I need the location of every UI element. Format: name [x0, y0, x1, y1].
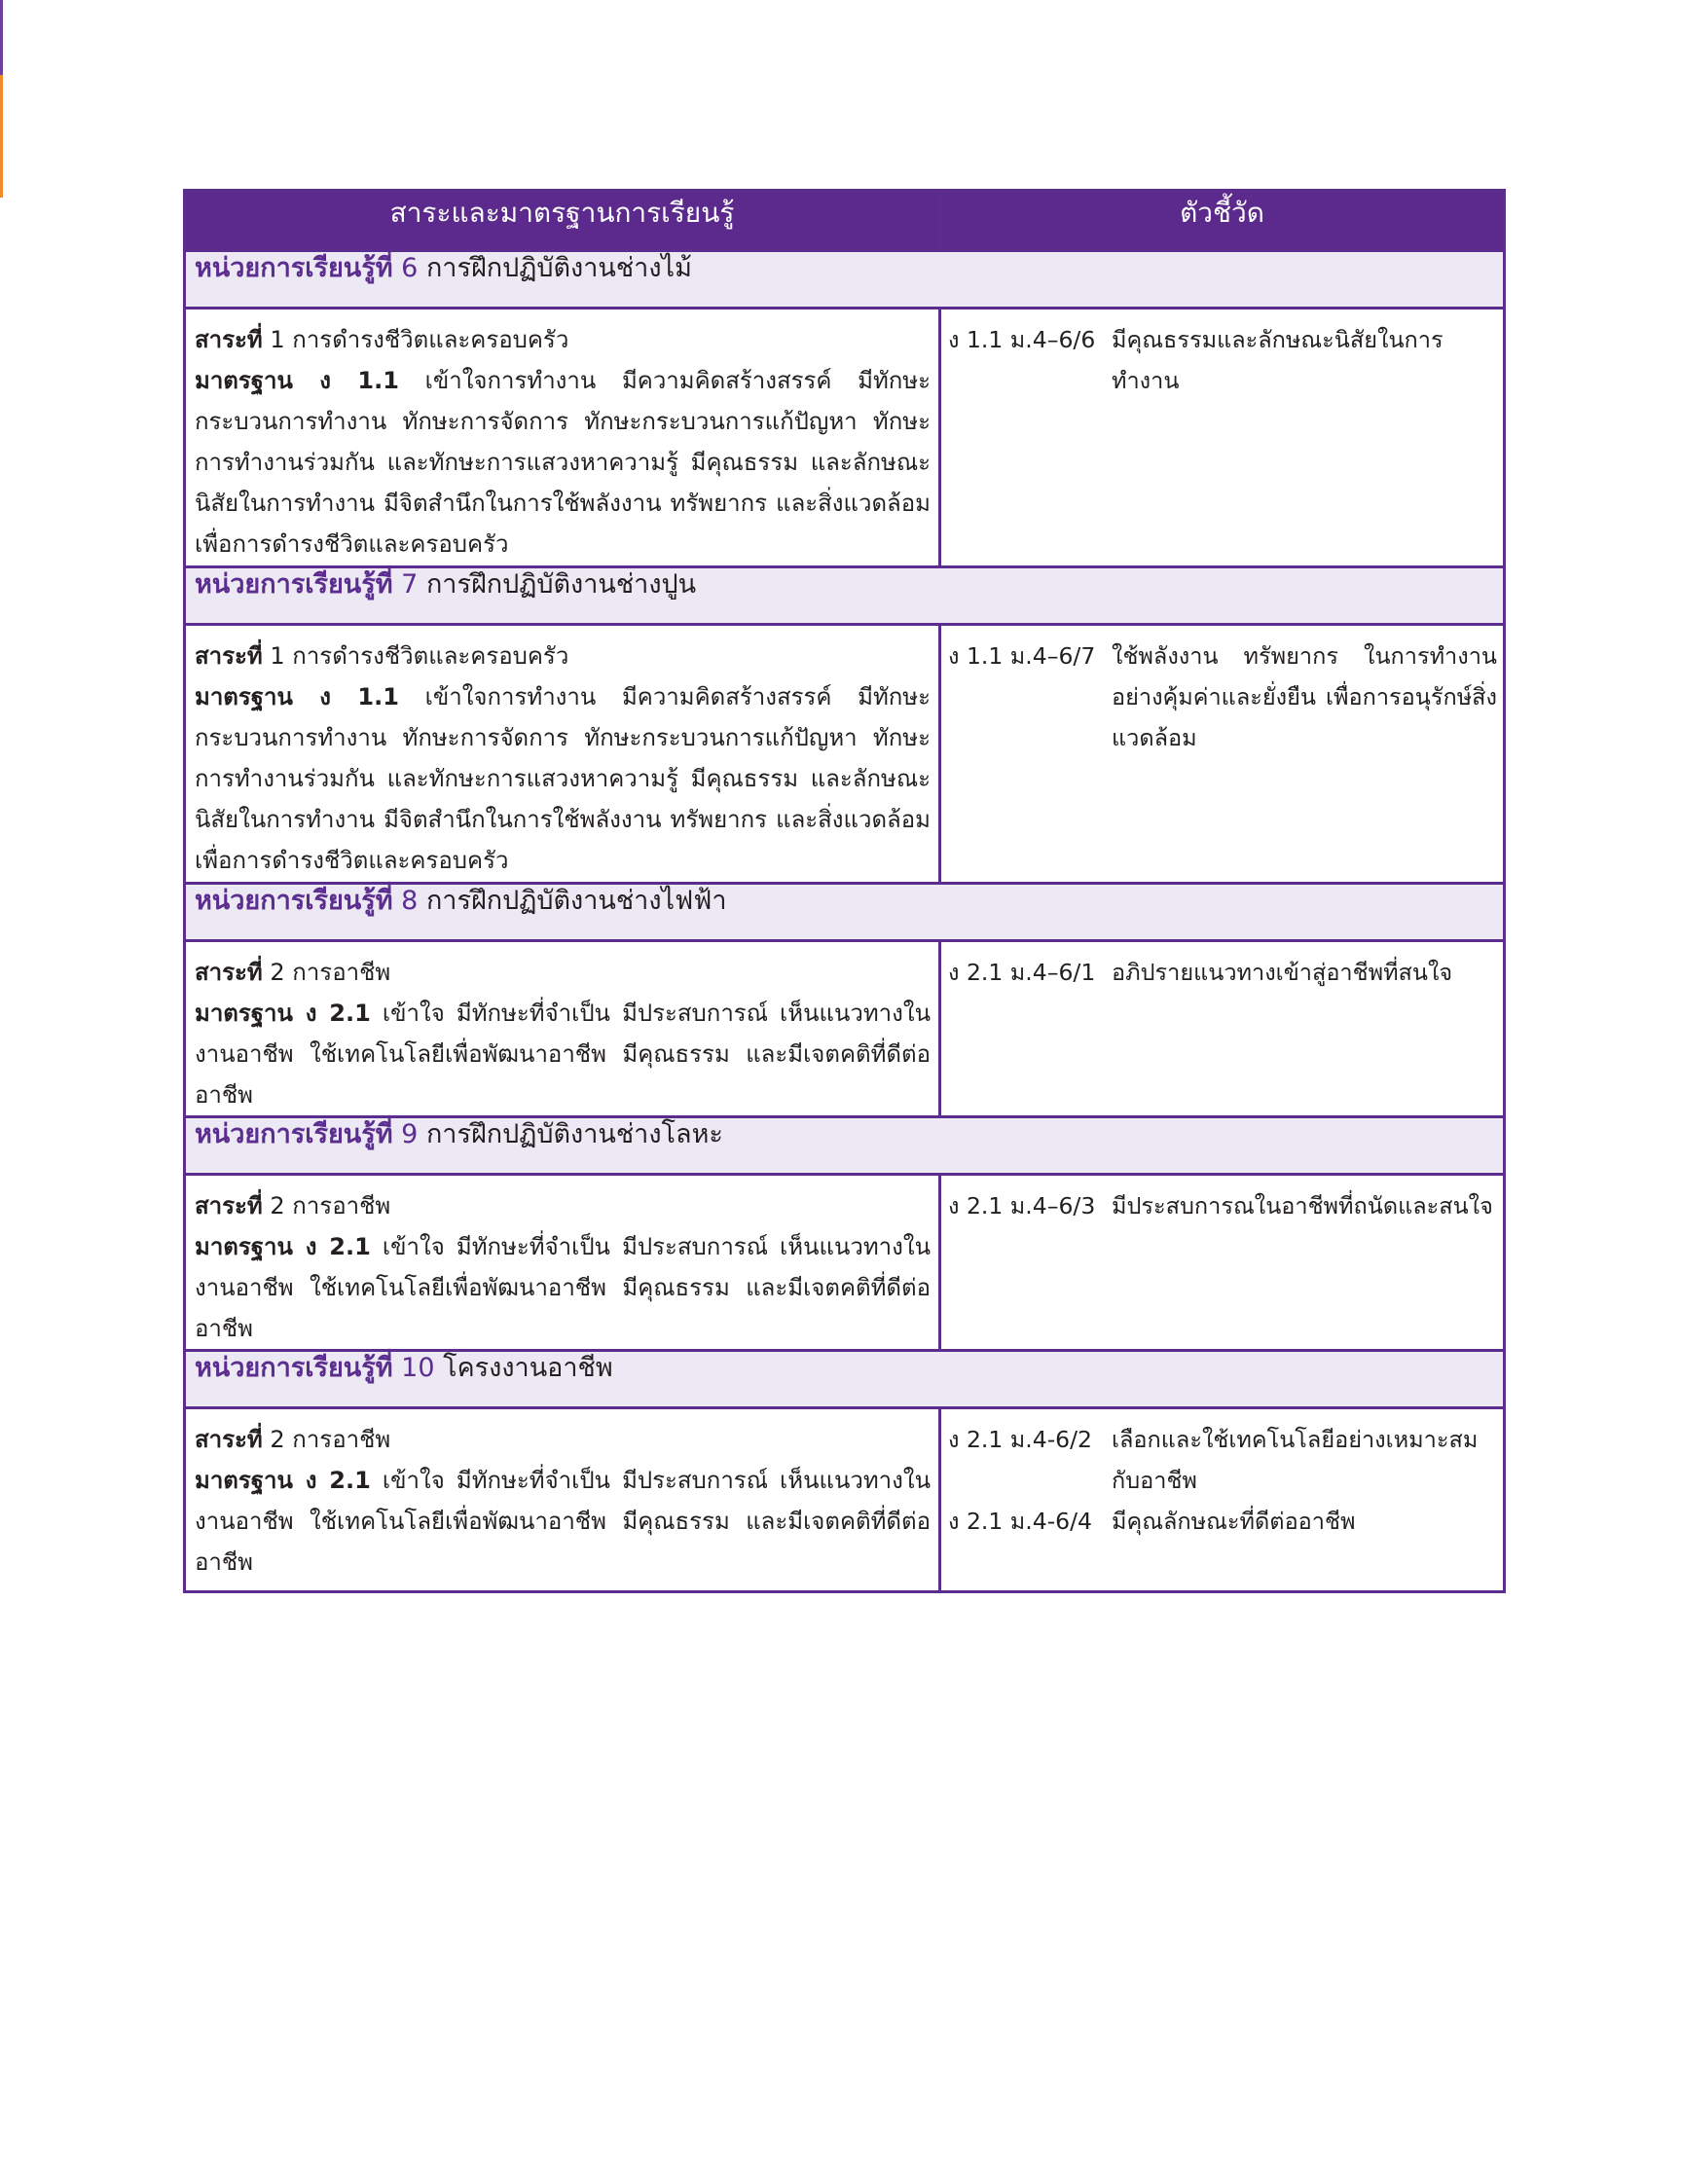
unit-number: 10 [401, 1353, 435, 1383]
curriculum-table [183, 189, 1506, 1593]
strand-line [195, 952, 931, 993]
page-edge-tab-orange [0, 75, 3, 198]
indicator-code: ง 2.1 ม.4–6/3 [948, 1192, 1096, 1219]
unit-heading [185, 567, 1505, 625]
strand-number: 1 [270, 642, 285, 670]
strand-label: สาระที่ [195, 326, 263, 353]
header-standards: สาระและมาตรฐานการเรียนรู้ [185, 191, 940, 251]
table-row [185, 941, 1505, 1117]
indicator-item [948, 636, 1497, 758]
strand-name: การดำรงชีวิตและครอบครัว [292, 326, 569, 353]
strand-name: การอาชีพ [292, 1426, 391, 1453]
strand-line [195, 1419, 931, 1460]
unit-row [185, 1117, 1505, 1175]
standard-text: เข้าใจการทำงาน มีความคิดสร้างสรรค์ มีทักษะกระบวนการทำงาน ทักษะการจัดการ ทักษะกระบวนการแก้ปัญหา ทักษะการทำงานร่วมกัน และทักษะการแสวงหาความรู้ มีคุณธรรม และลักษณะนิสัยในการทำงาน มีจิตสำนึกในการใช้พลังงาน ทรัพยากร และสิ่งแวดล้อม เพื่อการดำรงชีวิตและครอบครัว [195, 683, 932, 874]
indicators-cell [940, 1408, 1505, 1592]
table-row [185, 625, 1505, 884]
unit-heading [185, 251, 1505, 309]
indicator-code: ง 1.1 ม.4–6/6 [948, 326, 1096, 353]
standard-label: มาตรฐาน ง 1.1 [195, 683, 399, 710]
strand-label: สาระที่ [195, 1192, 263, 1219]
standards-cell [185, 941, 940, 1117]
unit-number: 7 [401, 569, 419, 600]
standard-text: เข้าใจ มีทักษะที่จำเป็น มีประสบการณ์ เห็นแนวทางในงานอาชีพ ใช้เทคโนโลยีเพื่อพัฒนาอาชีพ มีคุณธรรม และมีเจตคติที่ดีต่ออาชีพ [195, 1233, 931, 1342]
standard-text: เข้าใจการทำงาน มีความคิดสร้างสรรค์ มีทักษะกระบวนการทำงาน ทักษะการจัดการ ทักษะกระบวนการแก้ปัญหา ทักษะการทำงานร่วมกัน และทักษะการแสวงหาความรู้ มีคุณธรรม และลักษณะนิสัยในการทำงาน มีจิตสำนึกในการใช้พลังงาน ทรัพยากร และสิ่งแวดล้อม เพื่อการดำรงชีวิตและครอบครัว [195, 367, 932, 558]
standard-text: เข้าใจ มีทักษะที่จำเป็น มีประสบการณ์ เห็นแนวทางในงานอาชีพ ใช้เทคโนโลยีเพื่อพัฒนาอาชีพ มีคุณธรรม และมีเจตคติที่ดีต่ออาชีพ [195, 1467, 931, 1576]
standards-cell [185, 625, 940, 884]
indicators-cell [940, 309, 1505, 567]
strand-name: การดำรงชีวิตและครอบครัว [292, 642, 569, 670]
indicator-text: เลือกและใช้เทคโนโลยีอย่างเหมาะสมกับอาชีพ [1112, 1426, 1479, 1494]
strand-line [195, 636, 931, 676]
strand-number: 2 [270, 1192, 285, 1219]
unit-label: หน่วยการเรียนรู้ที่ [195, 569, 393, 600]
strand-label: สาระที่ [195, 642, 263, 670]
indicator-text: อภิปรายแนวทางเข้าสู่อาชีพที่สนใจ [1112, 959, 1453, 986]
standard-label: มาตรฐาน ง 1.1 [195, 367, 399, 394]
indicator-text: ใช้พลังงาน ทรัพยากร ในการทำงานอย่างคุ้มค่าและยั่งยืน เพื่อการอนุรักษ์สิ่งแวดล้อม [1112, 642, 1497, 751]
indicator-code: ง 1.1 ม.4–6/7 [948, 642, 1096, 670]
indicator-code: ง 2.1 ม.4-6/4 [948, 1508, 1092, 1535]
unit-row [185, 884, 1505, 941]
standards-cell [185, 309, 940, 567]
strand-number: 1 [270, 326, 285, 353]
strand-number: 2 [270, 959, 285, 986]
unit-heading [185, 1351, 1505, 1408]
unit-row [185, 567, 1505, 625]
unit-number: 9 [401, 1119, 419, 1149]
indicator-text: มีคุณลักษณะที่ดีต่ออาชีพ [1112, 1508, 1356, 1535]
strand-number: 2 [270, 1426, 285, 1453]
standard-label: มาตรฐาน ง 2.1 [195, 1467, 371, 1494]
indicators-cell [940, 941, 1505, 1117]
indicators-cell [940, 625, 1505, 884]
table-row [185, 1408, 1505, 1592]
strand-name: การอาชีพ [292, 1192, 391, 1219]
indicator-code: ง 2.1 ม.4-6/2 [948, 1426, 1092, 1453]
unit-heading [185, 1117, 1505, 1175]
unit-row [185, 1351, 1505, 1408]
strand-line [195, 319, 931, 360]
standard-label: มาตรฐาน ง 2.1 [195, 1000, 371, 1027]
unit-label: หน่วยการเรียนรู้ที่ [195, 886, 393, 916]
standard-text: เข้าใจ มีทักษะที่จำเป็น มีประสบการณ์ เห็นแนวทางในงานอาชีพ ใช้เทคโนโลยีเพื่อพัฒนาอาชีพ มีคุณธรรม และมีเจตคติที่ดีต่ออาชีพ [195, 1000, 931, 1109]
strand-label: สาระที่ [195, 1426, 263, 1453]
indicators-cell [940, 1175, 1505, 1351]
unit-number: 8 [401, 886, 419, 916]
unit-heading [185, 884, 1505, 941]
unit-label: หน่วยการเรียนรู้ที่ [195, 1119, 393, 1149]
table-row [185, 1175, 1505, 1351]
unit-title: การฝึกปฏิบัติงานช่างปูน [425, 569, 697, 600]
page-edge-tab-purple [0, 0, 3, 75]
indicator-item [948, 319, 1497, 401]
unit-label: หน่วยการเรียนรู้ที่ [195, 253, 393, 283]
indicator-item [948, 1185, 1497, 1226]
standards-cell [185, 1408, 940, 1592]
strand-name: การอาชีพ [292, 959, 391, 986]
indicator-text: มีประสบการณในอาชีพที่ถนัดและสนใจ [1112, 1192, 1493, 1219]
strand-label: สาระที่ [195, 959, 263, 986]
standards-cell [185, 1175, 940, 1351]
header-indicators: ตัวชี้วัด [940, 191, 1505, 251]
unit-number: 6 [401, 253, 419, 283]
unit-label: หน่วยการเรียนรู้ที่ [195, 1353, 393, 1383]
indicator-item [948, 1419, 1497, 1501]
indicator-item [948, 1501, 1497, 1542]
unit-row [185, 251, 1505, 309]
table-header-row [185, 191, 1505, 251]
table-row [185, 309, 1505, 567]
indicator-item [948, 952, 1497, 993]
unit-title: การฝึกปฏิบัติงานช่างโลหะ [425, 1119, 723, 1149]
strand-line [195, 1185, 931, 1226]
unit-title: การฝึกปฏิบัติงานช่างไฟฟ้า [425, 886, 727, 916]
unit-title: โครงงานอาชีพ [443, 1353, 613, 1383]
indicator-text: มีคุณธรรมและลักษณะนิสัยในการทำงาน [1112, 326, 1443, 394]
standard-label: มาตรฐาน ง 2.1 [195, 1233, 371, 1260]
indicator-code: ง 2.1 ม.4–6/1 [948, 959, 1096, 986]
unit-title: การฝึกปฏิบัติงานช่างไม้ [425, 253, 692, 283]
